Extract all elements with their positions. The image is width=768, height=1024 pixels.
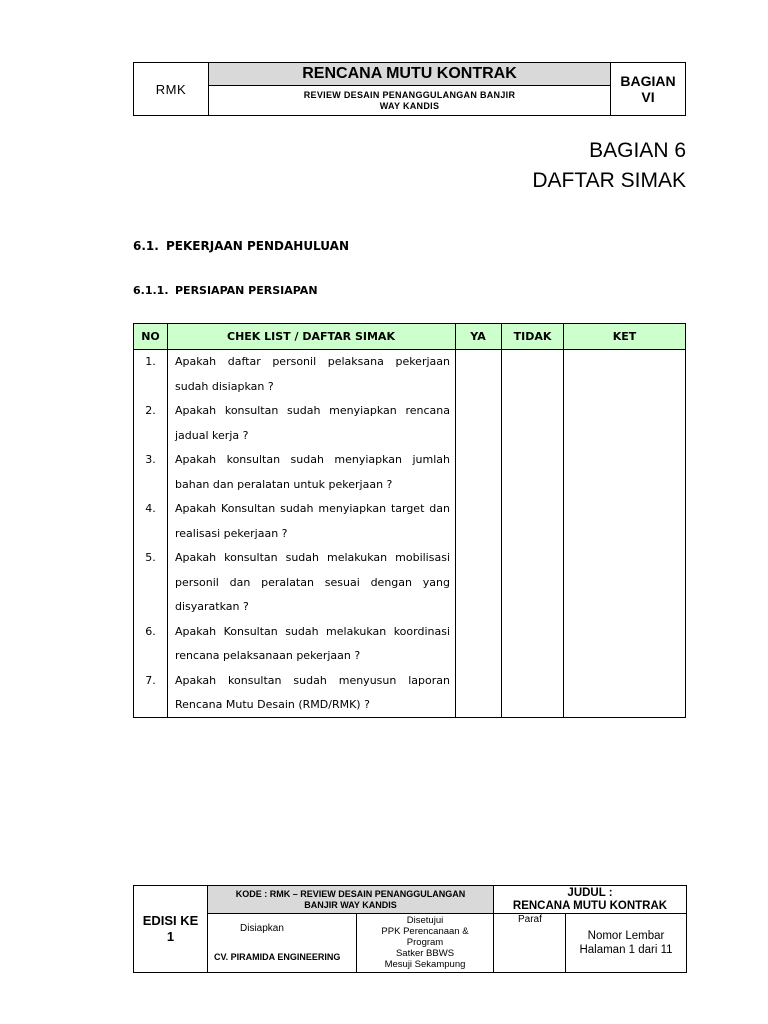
subsection-number: 6.1.1. — [133, 284, 169, 297]
item-question: Apakah daftar personil pelaksana pekerjaan sudah disiapkan ? — [175, 355, 450, 393]
section-heading — [133, 239, 349, 253]
footer-approved — [357, 914, 494, 972]
document-header — [133, 62, 686, 116]
item-question: Apakah konsultan sudah menyiapkan jumlah bahan dan peralatan untuk pekerjaan ? — [175, 453, 450, 491]
header-code: RMK — [134, 63, 209, 115]
column-ya — [455, 324, 502, 717]
document-footer — [133, 885, 687, 973]
footer-edition-line1: EDISI KE — [142, 913, 199, 928]
header-section-line1: BAGIAN — [620, 73, 676, 89]
footer-prepared-label: Disiapkan — [240, 923, 284, 934]
header-tidak: TIDAK — [513, 330, 552, 343]
footer-edition-line2: 1 — [166, 929, 175, 944]
section-title: PEKERJAAN PENDAHULUAN — [166, 239, 349, 253]
footer-title-line2: RENCANA MUTU KONTRAK — [512, 899, 668, 912]
footer-title — [494, 886, 686, 914]
footer-edition — [134, 886, 208, 972]
header-subtitle — [209, 86, 611, 115]
page-title — [532, 136, 686, 196]
footer-company: CV. PIRAMIDA ENGINEERING — [214, 952, 341, 962]
header-item: CHEK LIST / DAFTAR SIMAK — [227, 330, 395, 343]
section-number: 6.1. — [133, 239, 159, 253]
header-subtitle-line1: REVIEW DESAIN PENANGGULANGAN BANJIR — [303, 89, 516, 100]
footer-signature — [494, 914, 566, 972]
item-number: 7. — [145, 673, 156, 687]
subsection-heading — [133, 284, 318, 297]
footer-approved-line: Satker BBWS — [395, 948, 455, 959]
checklist-item — [134, 497, 454, 546]
item-number: 4. — [145, 502, 156, 515]
checklist-item — [134, 350, 454, 399]
checklist-table — [133, 323, 686, 718]
header-ket: KET — [612, 330, 637, 343]
page-title-line2: DAFTAR SIMAK — [532, 169, 686, 192]
footer-page-label: Nomor Lembar — [587, 930, 665, 942]
header-section-line2: VI — [641, 89, 655, 105]
footer-approved-line: PPK Perencanaan & — [381, 926, 469, 937]
footer-code-line1: KODE : RMK – REVIEW DESAIN PENANGGULANGAN — [235, 888, 466, 899]
checklist-item — [134, 620, 454, 669]
checklist-item — [134, 546, 454, 620]
header-ya: YA — [470, 330, 486, 343]
page-title-line1: BAGIAN 6 — [589, 139, 686, 162]
footer-approved-line: Program — [406, 937, 444, 948]
checklist-item — [134, 669, 454, 718]
footer-approved-line: Disetujui — [406, 915, 444, 926]
item-question: Apakah Konsultan sudah melakukan koordinasi rencana pelaksanaan pekerjaan ? — [175, 624, 450, 662]
subsection-title: PERSIAPAN PERSIAPAN — [175, 284, 318, 297]
checklist-item — [134, 399, 454, 448]
header-subtitle-line2: WAY KANDIS — [379, 100, 440, 111]
footer-prepared — [208, 914, 357, 972]
column-tidak — [501, 324, 564, 717]
item-number: 1. — [145, 355, 156, 368]
footer-signature-label: Paraf — [518, 914, 542, 925]
item-number: 6. — [145, 624, 156, 638]
header-title: RENCANA MUTU KONTRAK — [209, 63, 611, 86]
footer-page-number — [566, 914, 686, 972]
header-no: NO — [141, 330, 160, 343]
checklist-rows — [134, 350, 454, 718]
footer-code-line2: BANJIR WAY KANDIS — [304, 899, 397, 910]
item-number: 3. — [145, 453, 156, 466]
item-question: Apakah konsultan sudah melakukan mobilisasi personil dan peralatan sesuai dengan yang disyaratkan ? — [175, 551, 450, 613]
checklist-item — [134, 448, 454, 497]
footer-code — [208, 886, 494, 914]
item-question: Apakah Konsultan sudah menyiapkan target dan realisasi pekerjaan ? — [175, 502, 450, 540]
item-number: 5. — [145, 551, 156, 564]
item-number: 2. — [145, 404, 156, 417]
item-question: Apakah konsultan sudah menyusun laporan Rencana Mutu Desain (RMD/RMK) ? — [175, 673, 450, 711]
footer-page-value: Halaman 1 dari 11 — [579, 944, 673, 956]
item-question: Apakah konsultan sudah menyiapkan rencana jadual kerja ? — [175, 404, 450, 442]
footer-title-line1: JUDUL : — [567, 886, 613, 899]
footer-approved-line: Mesuji Sekampung — [384, 959, 466, 970]
header-section — [611, 63, 685, 115]
